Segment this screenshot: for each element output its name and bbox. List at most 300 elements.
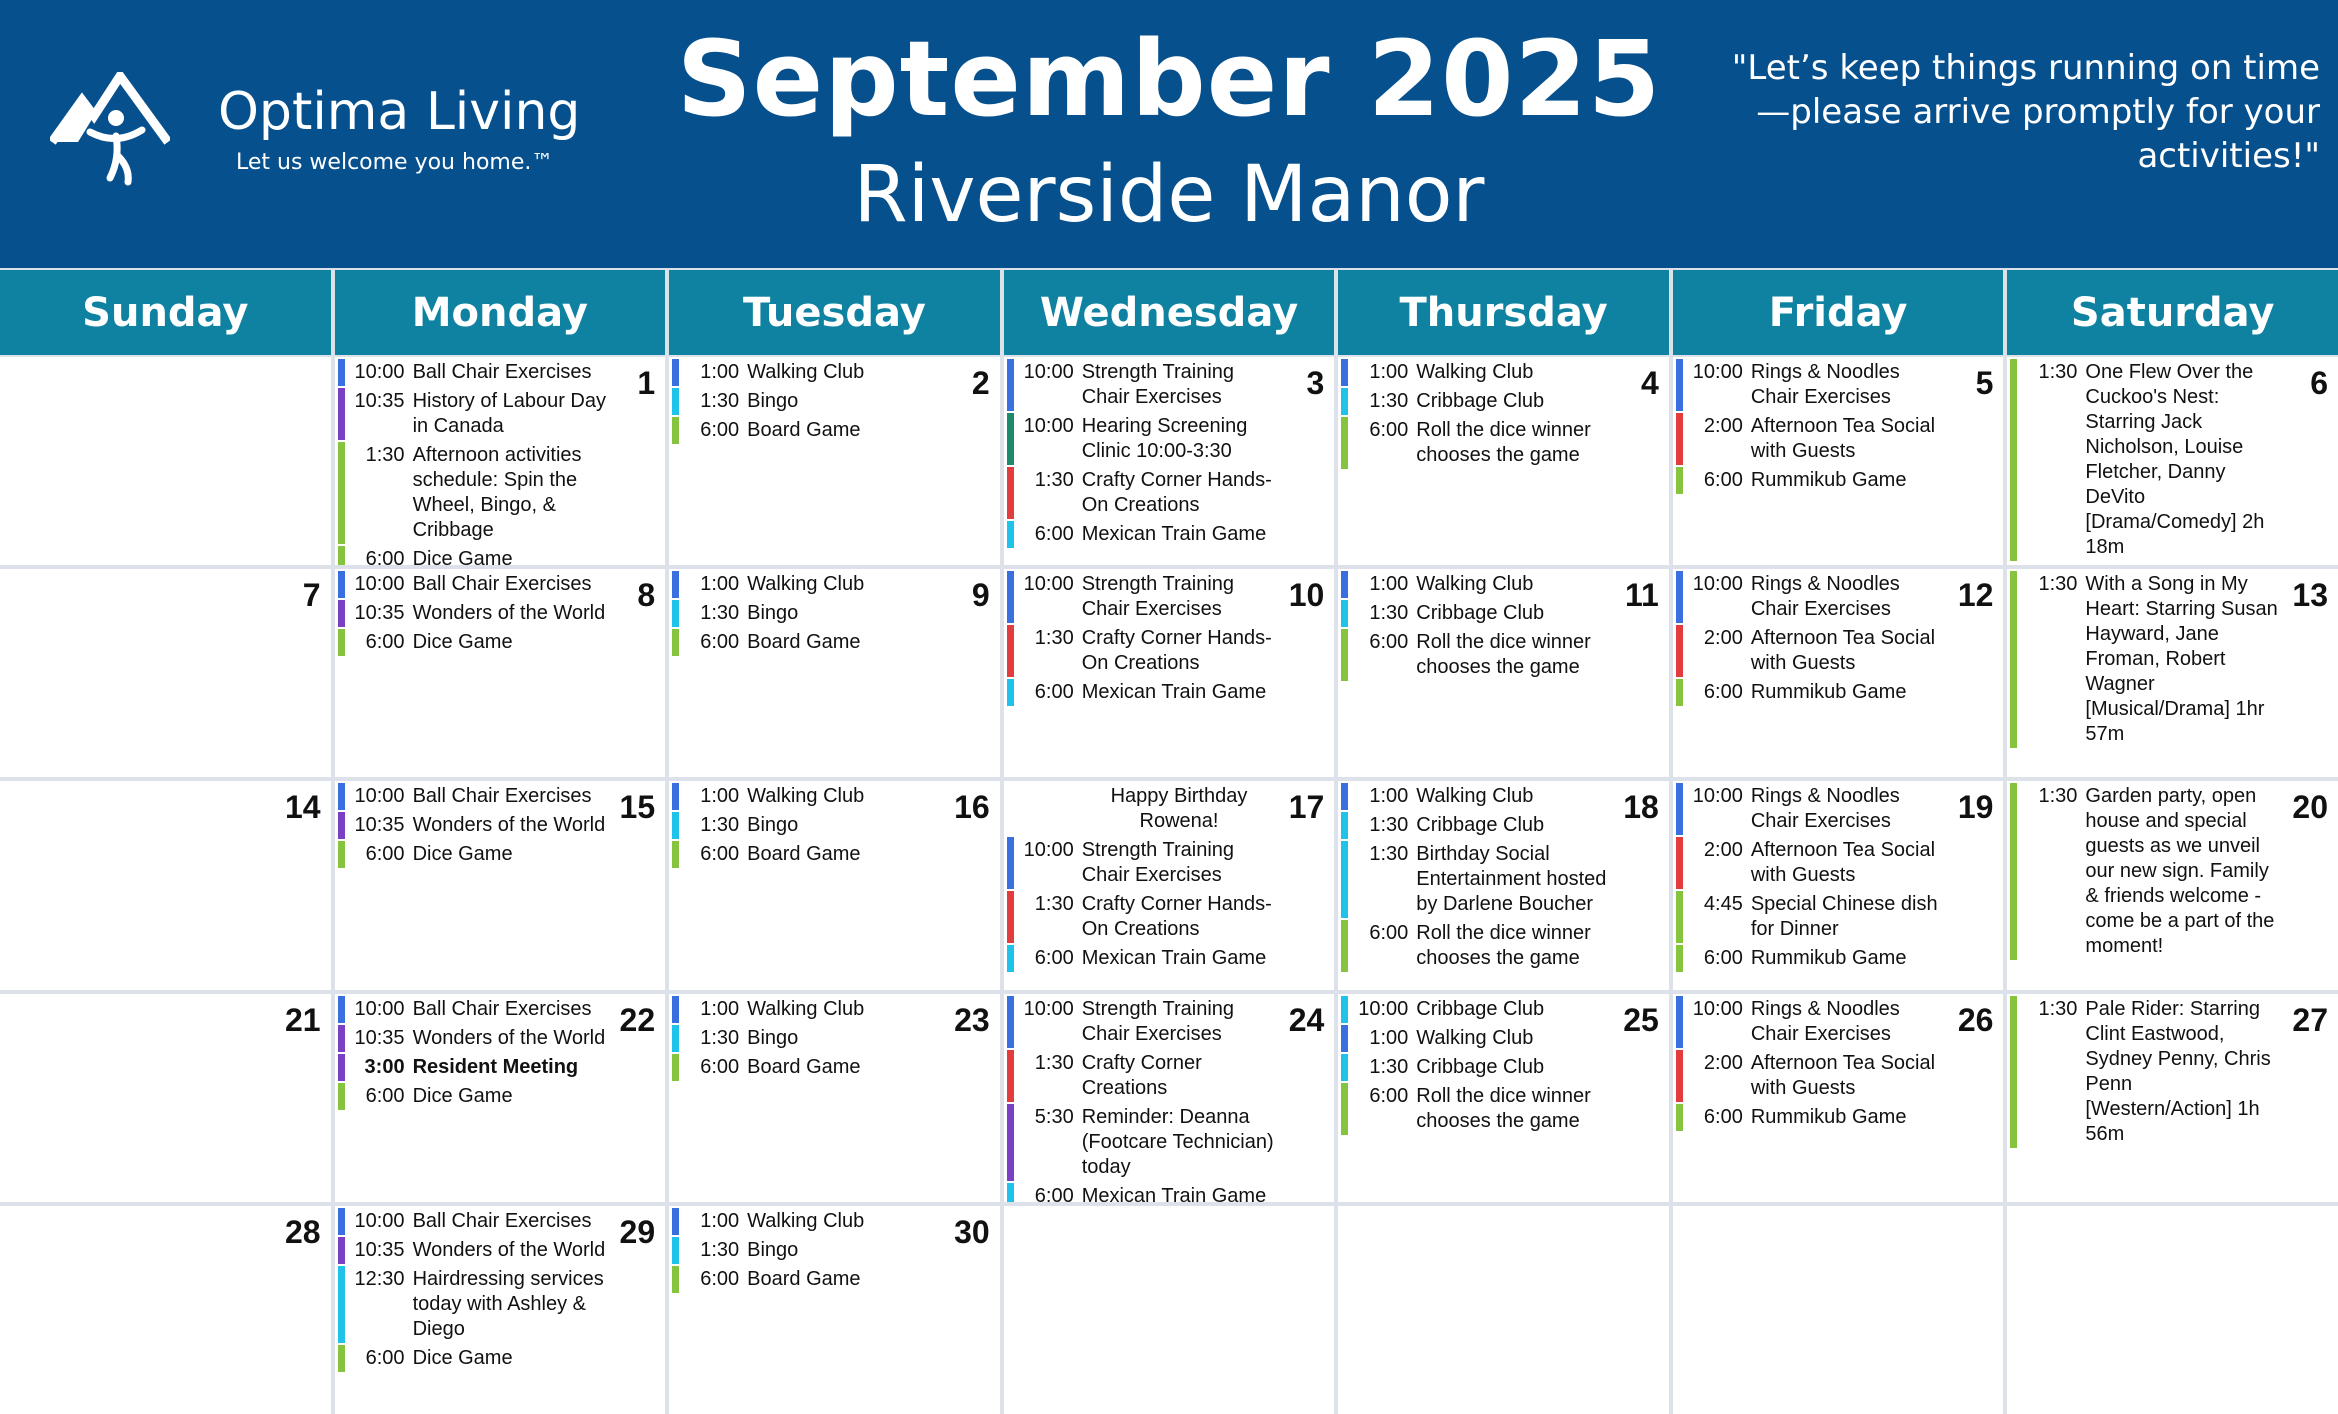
event-time: 1:00 (700, 785, 740, 808)
event-title: Garden party, open house and special guests as we unveil our new sign. Family & friends welcome - come be a part of the moment! (2085, 785, 2275, 958)
event-title: Wonders of the World (412, 1238, 606, 1261)
day-cell (1673, 569, 2004, 777)
day-number: 11 (1625, 577, 1659, 614)
day-number: 29 (619, 1213, 656, 1250)
event-time: 6:00 (1034, 1184, 1074, 1202)
event-item (1341, 920, 1611, 972)
event-item (338, 783, 608, 810)
event-title: Dice Game (412, 631, 513, 654)
event-time: 1:30 (1369, 814, 1409, 837)
event-item (1341, 600, 1611, 627)
event-title: Wonders of the World (412, 602, 606, 625)
event-time: 12:30 (354, 1267, 405, 1290)
event-title: Mexican Train Game (1081, 947, 1267, 970)
event-time: 2:00 (1703, 415, 1743, 437)
event-title: Resident Meeting (412, 1055, 579, 1078)
day-number: 1 (637, 365, 656, 401)
day-number: 2 (971, 365, 990, 401)
event-item (672, 1025, 942, 1052)
event-time: 6:00 (1034, 681, 1074, 704)
event-item (338, 1208, 608, 1235)
event-title: Ball Chair Exercises (412, 997, 592, 1020)
event-item (338, 1237, 608, 1264)
event-item (1676, 413, 1946, 465)
event-list (338, 783, 608, 870)
event-title: Special Chinese dish for Dinner (1750, 893, 1938, 941)
event-item (1341, 1083, 1611, 1135)
event-title: Rummikub Game (1750, 947, 1907, 970)
brand-tagline: Let us welcome you home.™ (236, 150, 554, 175)
event-time: 1:30 (700, 814, 740, 837)
event-list (338, 571, 608, 658)
event-title: Bingo (747, 602, 799, 625)
event-item (672, 417, 942, 444)
weekday-header-row (0, 270, 2338, 355)
event-title: History of Labour Day in Canada (412, 390, 606, 437)
event-item (1676, 625, 1946, 677)
event-time: 6:00 (1703, 1105, 1743, 1128)
event-title: Walking Club (747, 361, 865, 383)
event-time: 6:00 (700, 843, 740, 866)
day-cell (1338, 1206, 1669, 1414)
event-title: Walking Club (1416, 361, 1534, 383)
event-title: Strength Training Chair Exercises (1081, 839, 1235, 887)
event-item (1007, 679, 1277, 706)
event-item (2010, 996, 2280, 1148)
event-time: 6:00 (1369, 1084, 1409, 1107)
event-item (338, 359, 608, 386)
event-list (1676, 996, 1946, 1133)
event-list (338, 1208, 608, 1374)
event-list (338, 996, 608, 1112)
event-title: Rings & Noodles Chair Exercises (1750, 785, 1900, 833)
event-title: Bingo (747, 390, 799, 412)
event-item (672, 841, 942, 868)
event-item (672, 996, 942, 1023)
event-time: 1:30 (1369, 602, 1409, 625)
event-time: 5:30 (1034, 1105, 1074, 1128)
event-title: Board Game (747, 631, 861, 654)
event-time: 10:00 (1023, 839, 1074, 862)
event-list (1676, 359, 1946, 496)
event-item (1676, 891, 1946, 943)
event-item (338, 1266, 608, 1343)
event-title: Happy Birthday Rowena! (1110, 785, 1248, 833)
day-number: 19 (1957, 789, 1994, 826)
event-list (2010, 571, 2280, 750)
event-time: 1:30 (2038, 573, 2078, 596)
event-time: 1:30 (365, 444, 405, 466)
event-title: Bingo (747, 814, 799, 837)
event-title: Rings & Noodles Chair Exercises (1750, 997, 1900, 1045)
event-time: 10:35 (354, 390, 405, 412)
event-title: Walking Club (1416, 785, 1534, 808)
event-item (1341, 359, 1611, 386)
event-title: Dice Game (412, 843, 513, 866)
day-number: 17 (1288, 789, 1325, 826)
event-item (672, 600, 942, 627)
event-time: 1:00 (700, 1209, 740, 1232)
event-item (338, 841, 608, 868)
event-item (1007, 783, 1277, 835)
event-title: Cribbage Club (1416, 602, 1545, 625)
day-cell (669, 1206, 1000, 1414)
day-cell (1004, 1206, 1335, 1414)
event-time: 2:00 (1703, 839, 1743, 862)
event-time: 10:00 (1692, 573, 1743, 596)
day-cell (1338, 357, 1669, 565)
event-list (672, 996, 942, 1083)
event-list (1007, 996, 1277, 1202)
event-time: 6:00 (1703, 469, 1743, 491)
event-item (338, 996, 608, 1023)
event-time: 1:30 (1034, 893, 1074, 916)
event-title: Mexican Train Game (1081, 681, 1267, 704)
event-item (338, 1025, 608, 1052)
event-title: Rings & Noodles Chair Exercises (1750, 573, 1900, 621)
event-item (338, 1054, 608, 1081)
day-cell (1004, 357, 1335, 565)
event-time: 10:35 (354, 814, 405, 837)
day-cell (669, 569, 1000, 777)
event-time: 10:35 (354, 1238, 405, 1261)
event-item (1007, 1104, 1277, 1181)
event-time (1014, 784, 1082, 834)
event-time: 1:30 (1034, 627, 1074, 650)
event-list (672, 783, 942, 870)
event-title: Hearing Screening Clinic 10:00-3:30 (1081, 415, 1248, 462)
event-title: Board Game (747, 1267, 861, 1290)
event-title: Cribbage Club (1416, 814, 1545, 837)
event-item (1007, 625, 1277, 677)
weekday-tuesday: Tuesday (669, 270, 1000, 355)
event-time: 6:00 (1369, 419, 1409, 441)
event-time: 1:00 (1369, 785, 1409, 808)
event-time: 1:00 (700, 361, 740, 383)
event-title: Afternoon Tea Social with Guests (1750, 839, 1936, 887)
event-title: Strength Training Chair Exercises (1081, 361, 1235, 408)
event-item (1676, 679, 1946, 706)
event-time: 6:00 (365, 1346, 405, 1369)
event-time: 6:00 (1369, 631, 1409, 654)
day-cell (1673, 357, 2004, 565)
event-title: Rummikub Game (1750, 469, 1907, 491)
event-item (1007, 1183, 1277, 1202)
event-title: Cribbage Club (1416, 390, 1545, 412)
day-number: 13 (2292, 577, 2328, 614)
day-cell (2007, 994, 2338, 1202)
event-time: 10:00 (354, 997, 405, 1020)
event-title: Afternoon Tea Social with Guests (1750, 627, 1936, 675)
event-title: Roll the dice winner chooses the game (1416, 631, 1591, 679)
event-time: 1:30 (700, 390, 740, 412)
event-item (1341, 1025, 1611, 1052)
event-title: Board Game (747, 419, 861, 441)
event-time: 1:30 (700, 1238, 740, 1261)
event-item (1007, 996, 1277, 1048)
day-number: 18 (1623, 789, 1659, 826)
header-quote: "Let’s keep things running on time—please arrive promptly for your activities!" (1731, 48, 2320, 176)
event-title: Cribbage Club (1416, 997, 1545, 1020)
event-title: Walking Club (747, 573, 865, 596)
event-item (2010, 783, 2280, 960)
day-number: 6 (2310, 365, 2328, 401)
event-item (1341, 629, 1611, 681)
day-cell (335, 1206, 666, 1414)
event-time: 1:30 (700, 602, 740, 625)
day-cell (1673, 994, 2004, 1202)
event-title: Ball Chair Exercises (412, 361, 592, 383)
event-time: 6:00 (1703, 681, 1743, 704)
event-time: 1:30 (2038, 997, 2078, 1020)
day-cell (1004, 994, 1335, 1202)
event-list (1007, 783, 1277, 974)
weekday-sunday: Sunday (0, 270, 331, 355)
day-cell (1673, 1206, 2004, 1414)
event-item (1007, 571, 1277, 623)
day-cell (1004, 781, 1335, 989)
event-list (672, 571, 942, 658)
day-cell (1673, 781, 2004, 989)
event-title: Dice Game (412, 1346, 513, 1369)
event-item (1676, 783, 1946, 835)
event-title: Roll the dice winner chooses the game (1416, 1084, 1591, 1132)
event-title: Wonders of the World (412, 814, 606, 837)
event-list (1007, 359, 1277, 550)
event-title: Rummikub Game (1750, 1105, 1907, 1128)
event-title: One Flew Over the Cuckoo's Nest: Starring Jack Nicholson, Louise Fletcher, Danny DeVito [Drama/Comedy] 2h 18m (2085, 361, 2265, 558)
event-list (1341, 359, 1611, 471)
event-item (1007, 945, 1277, 972)
event-item (1341, 571, 1611, 598)
event-time: 1:00 (1369, 573, 1409, 596)
day-cell (2007, 357, 2338, 565)
event-title: Afternoon Tea Social with Guests (1750, 415, 1936, 462)
day-cell (1338, 994, 1669, 1202)
event-list (672, 359, 942, 446)
day-number: 14 (284, 789, 321, 826)
event-time: 6:00 (700, 631, 740, 654)
event-title: Ball Chair Exercises (412, 1209, 592, 1232)
event-time: 1:30 (1369, 843, 1409, 866)
event-title: Mexican Train Game (1081, 1184, 1267, 1202)
weekday-thursday: Thursday (1338, 270, 1669, 355)
day-number: 28 (284, 1213, 321, 1250)
event-time: 6:00 (365, 548, 405, 566)
day-number: 23 (954, 1001, 990, 1038)
event-list (1341, 783, 1611, 974)
event-time: 1:00 (700, 997, 740, 1020)
event-list (672, 1208, 942, 1295)
event-time: 1:00 (1369, 361, 1409, 383)
event-list (1676, 571, 1946, 708)
day-number: 21 (284, 1001, 321, 1038)
event-item (338, 600, 608, 627)
event-time: 6:00 (700, 419, 740, 441)
event-title: Board Game (747, 843, 861, 866)
event-item (1007, 521, 1277, 548)
day-cell (1338, 781, 1669, 989)
event-title: Bingo (747, 1238, 799, 1261)
day-number: 25 (1623, 1001, 1659, 1038)
event-title: Cribbage Club (1416, 1055, 1545, 1078)
event-item (1341, 388, 1611, 415)
event-time: 1:30 (1369, 390, 1409, 412)
event-time: 10:00 (1692, 997, 1743, 1020)
event-title: Strength Training Chair Exercises (1081, 573, 1235, 621)
event-title: Strength Training Chair Exercises (1081, 997, 1235, 1045)
day-cell (0, 357, 331, 565)
event-item (672, 1208, 942, 1235)
day-cell (335, 569, 666, 777)
event-title: Walking Club (1416, 1026, 1534, 1049)
event-title: Dice Game (412, 548, 513, 566)
event-item (1007, 1050, 1277, 1102)
day-number: 3 (1306, 365, 1325, 401)
event-time: 10:00 (1023, 573, 1074, 596)
event-title: Crafty Corner Hands-On Creations (1081, 893, 1272, 941)
event-title: Mexican Train Game (1081, 523, 1267, 545)
event-item (338, 1345, 608, 1372)
weekday-friday: Friday (1673, 270, 2004, 355)
day-cell (2007, 781, 2338, 989)
event-title: Hairdressing services today with Ashley & Diego (412, 1267, 604, 1340)
event-time: 6:00 (1703, 947, 1743, 970)
event-title: Board Game (747, 1055, 861, 1078)
event-time: 10:00 (1023, 361, 1074, 383)
day-cell (669, 994, 1000, 1202)
event-time: 6:00 (365, 843, 405, 866)
event-item (1676, 996, 1946, 1048)
event-item (1676, 359, 1946, 411)
day-number: 26 (1957, 1001, 1994, 1038)
event-list (338, 359, 608, 565)
event-item (338, 629, 608, 656)
event-item (672, 783, 942, 810)
day-cell (335, 357, 666, 565)
event-item (1007, 413, 1277, 465)
day-cell (0, 781, 331, 989)
event-time: 10:00 (354, 361, 405, 383)
event-time: 10:00 (1692, 361, 1743, 383)
event-title: Reminder: Deanna (Footcare Technician) today (1081, 1105, 1274, 1178)
event-title: Walking Club (747, 1209, 865, 1232)
event-list (1676, 783, 1946, 974)
event-time: 10:00 (354, 785, 405, 808)
event-item (672, 359, 942, 386)
event-time: 10:00 (1358, 997, 1409, 1020)
event-item (1007, 467, 1277, 519)
event-time: 3:00 (364, 1055, 405, 1078)
weekday-wednesday: Wednesday (1004, 270, 1335, 355)
event-item (1676, 945, 1946, 972)
event-item (338, 812, 608, 839)
event-time: 1:30 (2038, 361, 2078, 383)
event-time: 6:00 (700, 1055, 740, 1078)
day-cell (335, 994, 666, 1202)
event-time: 4:45 (1703, 893, 1743, 916)
day-number: 7 (302, 577, 321, 614)
day-number: 12 (1957, 577, 1994, 614)
event-title: Crafty Corner Creations (1081, 1051, 1202, 1099)
day-number: 24 (1288, 1001, 1325, 1038)
event-time: 10:35 (354, 1026, 405, 1049)
event-title: Dice Game (412, 1084, 513, 1107)
event-list (2010, 783, 2280, 962)
event-title: Pale Rider: Starring Clint Eastwood, Sydney Penny, Chris Penn [Western/Action] 1h 56m (2085, 997, 2271, 1145)
month-title: September 2025 (676, 18, 1662, 140)
event-item (1676, 1050, 1946, 1102)
event-title: Crafty Corner Hands-On Creations (1081, 627, 1272, 675)
event-title: Ball Chair Exercises (412, 785, 592, 808)
event-item (1007, 891, 1277, 943)
event-time: 1:00 (700, 573, 740, 596)
event-time: 1:30 (1034, 469, 1074, 491)
event-item (1676, 571, 1946, 623)
day-number: 15 (619, 789, 656, 826)
day-number: 16 (954, 789, 990, 826)
brand-name: Optima Living (218, 82, 581, 142)
day-cell (0, 569, 331, 777)
event-item (2010, 359, 2280, 561)
event-item (1341, 996, 1611, 1023)
event-title: Wonders of the World (412, 1026, 606, 1049)
day-number: 8 (637, 577, 656, 614)
event-time: 1:30 (1034, 1051, 1074, 1074)
day-cell (1338, 569, 1669, 777)
event-title: Walking Club (747, 785, 865, 808)
event-time: 1:30 (2038, 785, 2078, 808)
day-cell (2007, 569, 2338, 777)
day-cell (669, 357, 1000, 565)
calendar-grid (0, 357, 2338, 1414)
day-number: 4 (1641, 365, 1659, 401)
event-time: 6:00 (700, 1267, 740, 1290)
event-item (1007, 837, 1277, 889)
event-time: 1:30 (700, 1026, 740, 1049)
event-title: Ball Chair Exercises (412, 573, 592, 596)
event-item (1341, 417, 1611, 469)
event-item (338, 442, 608, 544)
weekday-saturday: Saturday (2007, 270, 2338, 355)
event-list (1007, 571, 1277, 708)
day-number: 22 (619, 1001, 656, 1038)
event-time: 10:00 (1023, 415, 1074, 437)
event-time: 10:35 (354, 602, 405, 625)
event-item (1341, 812, 1611, 839)
event-item (1676, 467, 1946, 494)
event-item (672, 1237, 942, 1264)
event-title: Walking Club (747, 997, 865, 1020)
event-item (338, 546, 608, 565)
event-title: Bingo (747, 1026, 799, 1049)
event-title: Roll the dice winner chooses the game (1416, 922, 1591, 970)
day-number: 10 (1288, 577, 1325, 614)
event-title: Crafty Corner Hands-On Creations (1081, 469, 1272, 516)
event-title: With a Song in My Heart: Starring Susan Hayward, Jane Froman, Robert Wagner [Musical/Drama] 1hr 57m (2085, 573, 2278, 746)
day-number: 30 (954, 1213, 990, 1250)
event-list (1341, 571, 1611, 683)
day-cell (669, 781, 1000, 989)
event-item (1341, 841, 1611, 918)
event-item (672, 629, 942, 656)
event-time: 6:00 (365, 631, 405, 654)
calendar-header (0, 0, 2338, 268)
event-list (2010, 996, 2280, 1150)
event-item (1676, 1104, 1946, 1131)
event-time: 6:00 (1034, 947, 1074, 970)
event-item (672, 571, 942, 598)
